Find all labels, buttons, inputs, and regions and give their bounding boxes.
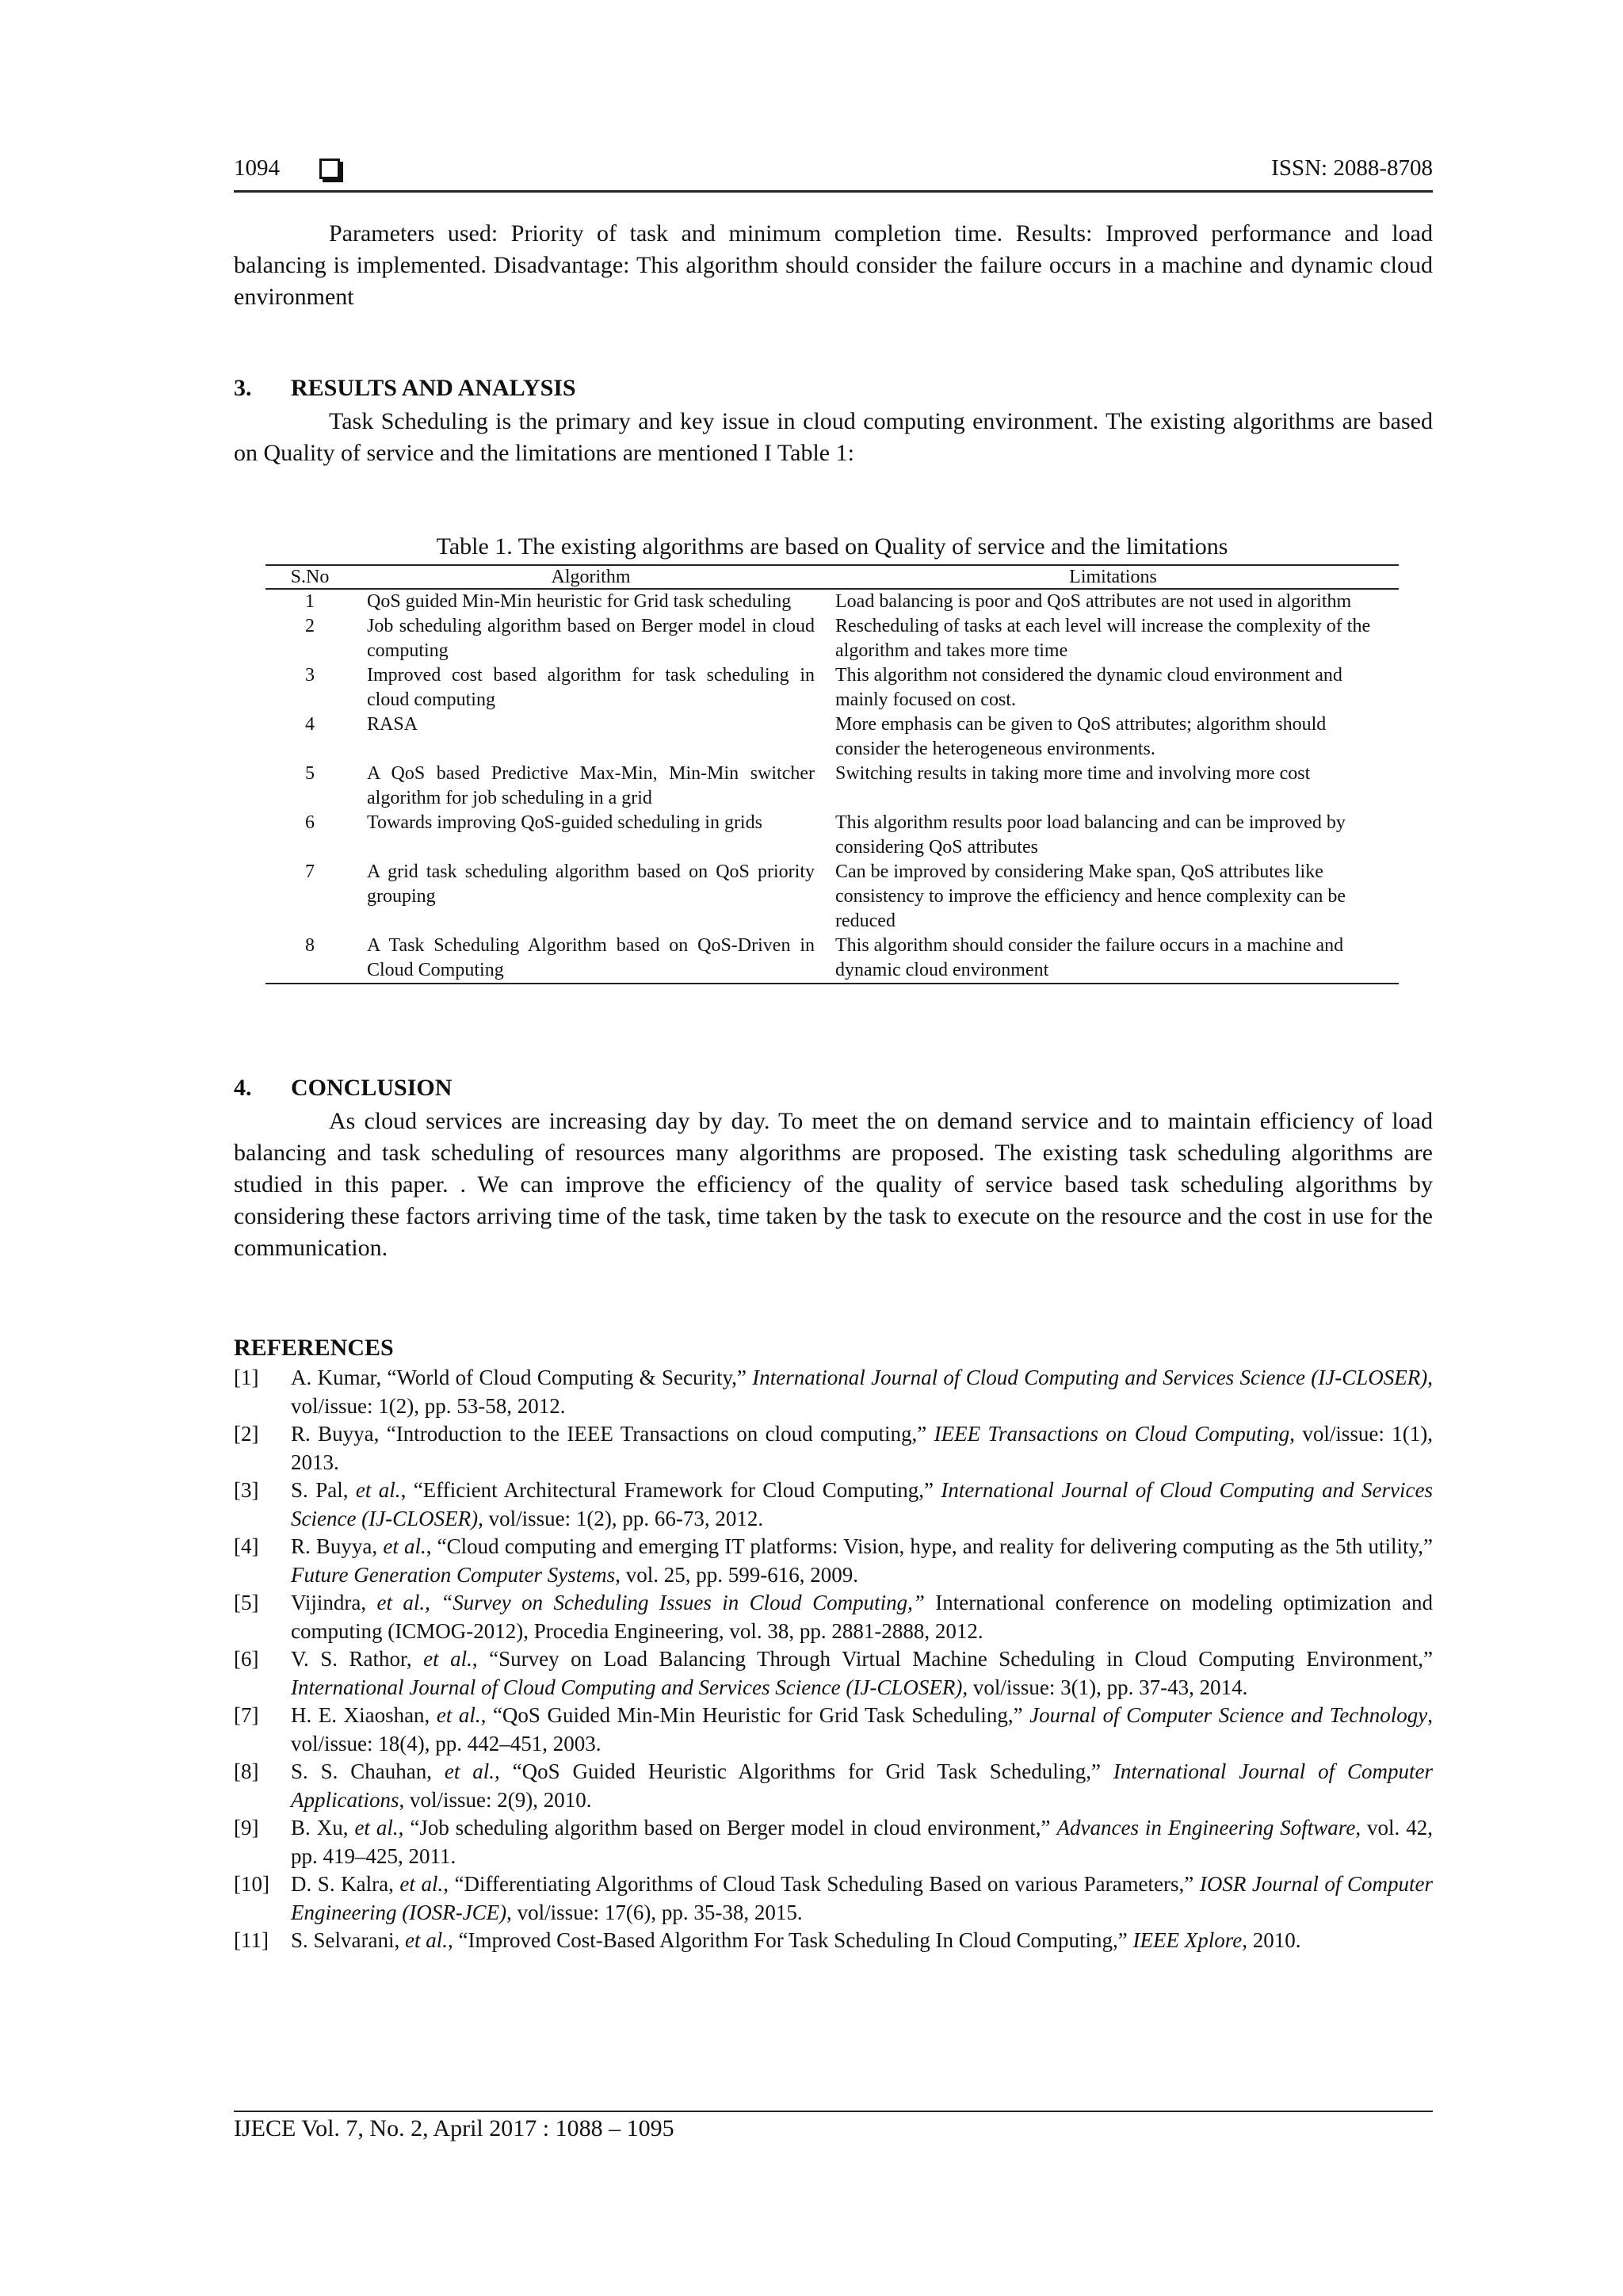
reference-journal: International Journal of Cloud Computing and Services Science (IJ-CLOSER) (291, 1478, 1433, 1530)
reference-item (234, 1927, 1433, 1955)
reference-text: A. Kumar, “World of Cloud Computing & Security,” (291, 1366, 753, 1389)
section-3-heading (234, 375, 576, 402)
reference-title: “QoS Guided Heuristic Algorithms for Grid Task Scheduling,” (499, 1759, 1113, 1783)
cell-limitations: Can be improved by considering Make span, QoS attributes like consistency to improve the efficiency and hence complexity can be reduced (835, 861, 1346, 931)
section-3-number: 3. (234, 375, 252, 401)
reference-number: [10] (234, 1872, 269, 1896)
reference-title: “QoS Guided Min-Min Heuristic for Grid Task Scheduling,” (486, 1703, 1030, 1727)
page-header (234, 155, 1433, 193)
cell-limitations: More emphasis can be given to QoS attributes; algorithm should consider the heterogeneous environments. (835, 714, 1327, 759)
cell-algorithm: Towards improving QoS-guided scheduling in grids (367, 812, 762, 833)
reference-number: [4] (234, 1534, 259, 1558)
reference-details: , vol. 25, pp. 599-616, 2009. (615, 1562, 858, 1587)
reference-details: , vol/issue: 18(4), pp. 442–451, 2003. (291, 1703, 1433, 1755)
reference-et-al: et al. (383, 1534, 426, 1558)
header-limitations: Limitations (827, 565, 1399, 589)
table-caption: Table 1. The existing algorithms are based on Quality of service and the limitations (436, 533, 1228, 560)
reference-details: vol/issue: 3(1), pp. 37-43, 2014. (968, 1675, 1248, 1699)
reference-title: , “Differentiating Algorithms of Cloud Task Scheduling Based on various Parameters,” (443, 1872, 1200, 1896)
references-heading: REFERENCES (234, 1335, 394, 1361)
reference-et-al: et al. (355, 1478, 401, 1502)
reference-details: , vol/issue: 1(1), 2013. (291, 1422, 1433, 1474)
cell-sno: 1 (305, 591, 315, 612)
reference-item (234, 1814, 1433, 1870)
cell-sno: 5 (305, 763, 315, 784)
reference-item (234, 1477, 1433, 1533)
reference-number: [1] (234, 1366, 259, 1389)
cell-sno: 2 (305, 616, 315, 636)
reference-details: 2010. (1247, 1928, 1301, 1952)
reference-title: , “Improved Cost-Based Algorithm For Task Scheduling In Cloud Computing,” (447, 1928, 1133, 1952)
table-row (265, 762, 1399, 811)
page-number: 1094 (234, 155, 280, 181)
reference-number: [11] (234, 1928, 269, 1952)
reference-details: , vol/issue: 1(2), pp. 66-73, 2012. (478, 1506, 764, 1530)
reference-title: , “Cloud computing and emerging IT platforms: Vision, hype, and reality for delivering computing as the 5th utility,” (426, 1534, 1433, 1558)
reference-item (234, 1702, 1433, 1758)
reference-details: , vol/issue: 17(6), pp. 35-38, 2015. (506, 1900, 803, 1924)
section-4-heading (234, 1075, 452, 1102)
cell-limitations: Switching results in taking more time and involving more cost (835, 763, 1311, 784)
reference-title: , “Efficient Architectural Framework for Cloud Computing,” (400, 1478, 941, 1502)
cell-limitations: This algorithm not considered the dynamic cloud environment and mainly focused on cost. (835, 665, 1342, 710)
cell-algorithm: A Task Scheduling Algorithm based on QoS-Driven in Cloud Computing (354, 934, 827, 984)
cell-limitations: This algorithm should consider the failure occurs in a machine and dynamic cloud environment (827, 934, 1399, 984)
reference-title: , “Job scheduling algorithm based on Berger model in cloud environment,” (398, 1816, 1057, 1839)
reference-details: , vol/issue: 2(9), 2010. (399, 1787, 592, 1812)
reference-journal: Journal of Computer Science and Technology (1029, 1703, 1428, 1727)
reference-number: [8] (234, 1759, 259, 1783)
reference-text: S. S. Chauhan, (291, 1759, 445, 1783)
reference-journal: Advances in Engineering Software (1056, 1816, 1356, 1839)
reference-et-al: et al. (354, 1816, 399, 1839)
algorithms-table (265, 564, 1399, 984)
reference-title: , “Survey on Load Balancing Through Virtual Machine Scheduling in Cloud Computing Environment,” (472, 1647, 1433, 1671)
cell-algorithm: A QoS based Predictive Max-Min, Min-Min switcher algorithm for job scheduling in a grid (367, 763, 815, 808)
reference-text: S. Pal, (291, 1478, 356, 1502)
reference-item (234, 1533, 1433, 1589)
reference-text: R. Buyya, “Introduction to the IEEE Transactions on cloud computing,” (291, 1422, 934, 1446)
cell-sno: 8 (265, 934, 354, 984)
reference-journal: IEEE Xplore, (1132, 1928, 1247, 1952)
table-row (265, 811, 1399, 860)
reference-journal: IEEE Transactions on Cloud Computing (934, 1422, 1290, 1446)
reference-et-al: et al. (423, 1647, 472, 1671)
reference-details: , vol/issue: 1(2), pp. 53-58, 2012. (291, 1366, 1433, 1418)
reference-journal: International Journal of Computer Applications (291, 1759, 1434, 1812)
reference-et-al: et al. (399, 1872, 444, 1896)
reference-text: H. E. Xiaoshan, (291, 1703, 437, 1727)
reference-et-al: et al., (436, 1703, 487, 1727)
reference-et-al: et al. (404, 1928, 448, 1952)
reference-text: S. Selvarani, (291, 1928, 405, 1952)
table-row (265, 712, 1399, 762)
section-3-paragraph: Task Scheduling is the primary and key issue in cloud computing environment. The existing algorithms are based on Quality of service and the limitations are mentioned I Table 1: (234, 408, 1433, 466)
cell-algorithm: RASA (367, 714, 418, 735)
table-row (265, 663, 1399, 712)
reference-number: [9] (234, 1816, 259, 1839)
references-list (234, 1364, 1433, 1955)
reference-number: [3] (234, 1478, 259, 1502)
cell-sno: 4 (305, 714, 315, 735)
header-algorithm: Algorithm (354, 565, 827, 589)
reference-journal: IOSR Journal of Computer Engineering (IOSR-JCE) (291, 1872, 1433, 1924)
cell-limitations: This algorithm results poor load balancing and can be improved by considering QoS attributes (835, 812, 1346, 858)
cell-sno: 3 (305, 665, 315, 686)
reference-number: [5] (234, 1591, 259, 1614)
table-row (265, 614, 1399, 663)
reference-text: B. Xu, (291, 1816, 355, 1839)
table-row (265, 860, 1399, 934)
reference-journal: International Journal of Cloud Computing and Services Science (IJ-CLOSER) (752, 1366, 1428, 1389)
cell-limitations: Rescheduling of tasks at each level will increase the complexity of the algorithm and takes more time (835, 616, 1371, 661)
table-header-row (265, 565, 1399, 589)
reference-item (234, 1364, 1433, 1420)
cell-algorithm: Job scheduling algorithm based on Berger model in cloud computing (367, 616, 815, 661)
reference-text: R. Buyya, (291, 1534, 384, 1558)
table-row (265, 589, 1399, 614)
reference-journal: International Journal of Cloud Computing and Services Science (IJ-CLOSER), (291, 1675, 968, 1699)
cell-sno: 6 (305, 812, 315, 833)
reference-number: [7] (234, 1703, 259, 1727)
page-footer: IJECE Vol. 7, No. 2, April 2017 : 1088 – 1095 (234, 2111, 1433, 2142)
cell-algorithm: QoS guided Min-Min heuristic for Grid task scheduling (367, 591, 792, 612)
reference-title: International conference on modeling optimization and computing (ICMOG-2012), Procedia Engineering, vol. 38, pp. 2881-2888, 2012. (291, 1591, 1433, 1643)
reference-text: V. S. Rathor, (291, 1647, 424, 1671)
reference-number: [2] (234, 1422, 259, 1446)
reference-item (234, 1420, 1433, 1477)
reference-item (234, 1758, 1433, 1814)
reference-details: , vol. 42, pp. 419–425, 2011. (291, 1816, 1433, 1868)
table-row (265, 934, 1399, 984)
reference-item (234, 1645, 1433, 1702)
section-4-number: 4. (234, 1075, 252, 1101)
issn-label: ISSN: 2088-8708 (1271, 155, 1433, 181)
cell-algorithm: A grid task scheduling algorithm based on QoS priority grouping (367, 861, 815, 907)
cell-algorithm: Improved cost based algorithm for task scheduling in cloud computing (367, 665, 815, 710)
section-4-title: CONCLUSION (291, 1075, 453, 1101)
square-box-icon (319, 159, 340, 179)
reference-number: [6] (234, 1647, 259, 1671)
section-3-title: RESULTS AND ANALYSIS (291, 375, 576, 401)
cell-limitations: Load balancing is poor and QoS attributes are not used in algorithm (835, 591, 1352, 612)
reference-et-al: et al., “Survey on Scheduling Issues in Cloud Computing,” (376, 1591, 925, 1614)
reference-item (234, 1870, 1433, 1927)
reference-journal: Future Generation Computer Systems (291, 1562, 616, 1587)
conclusion-paragraph: As cloud services are increasing day by day. To meet the on demand service and to maintain efficiency of load balancing and task scheduling of resources many algorithms are proposed. The existing task scheduling algorithms are studied in this paper. . We can improve the efficiency of the quality of service based task scheduling algorithms by considering these factors arriving time of the task, time taken by the task to execute on the resource and the cost in use for the communication. (234, 1108, 1433, 1261)
intro-paragraph: Parameters used: Priority of task and minimum completion time. Results: Improved performance and load balancing is implemented. Disadvantage: This algorithm should consider the failure occurs in a machine and dynamic cloud environment (234, 220, 1433, 310)
reference-text: D. S. Kalra, (291, 1872, 400, 1896)
header-sno: S.No (265, 565, 354, 589)
reference-et-al: et al., (444, 1759, 500, 1783)
reference-item (234, 1589, 1433, 1645)
cell-sno: 7 (305, 861, 315, 882)
reference-text: Vijindra, (291, 1591, 377, 1614)
